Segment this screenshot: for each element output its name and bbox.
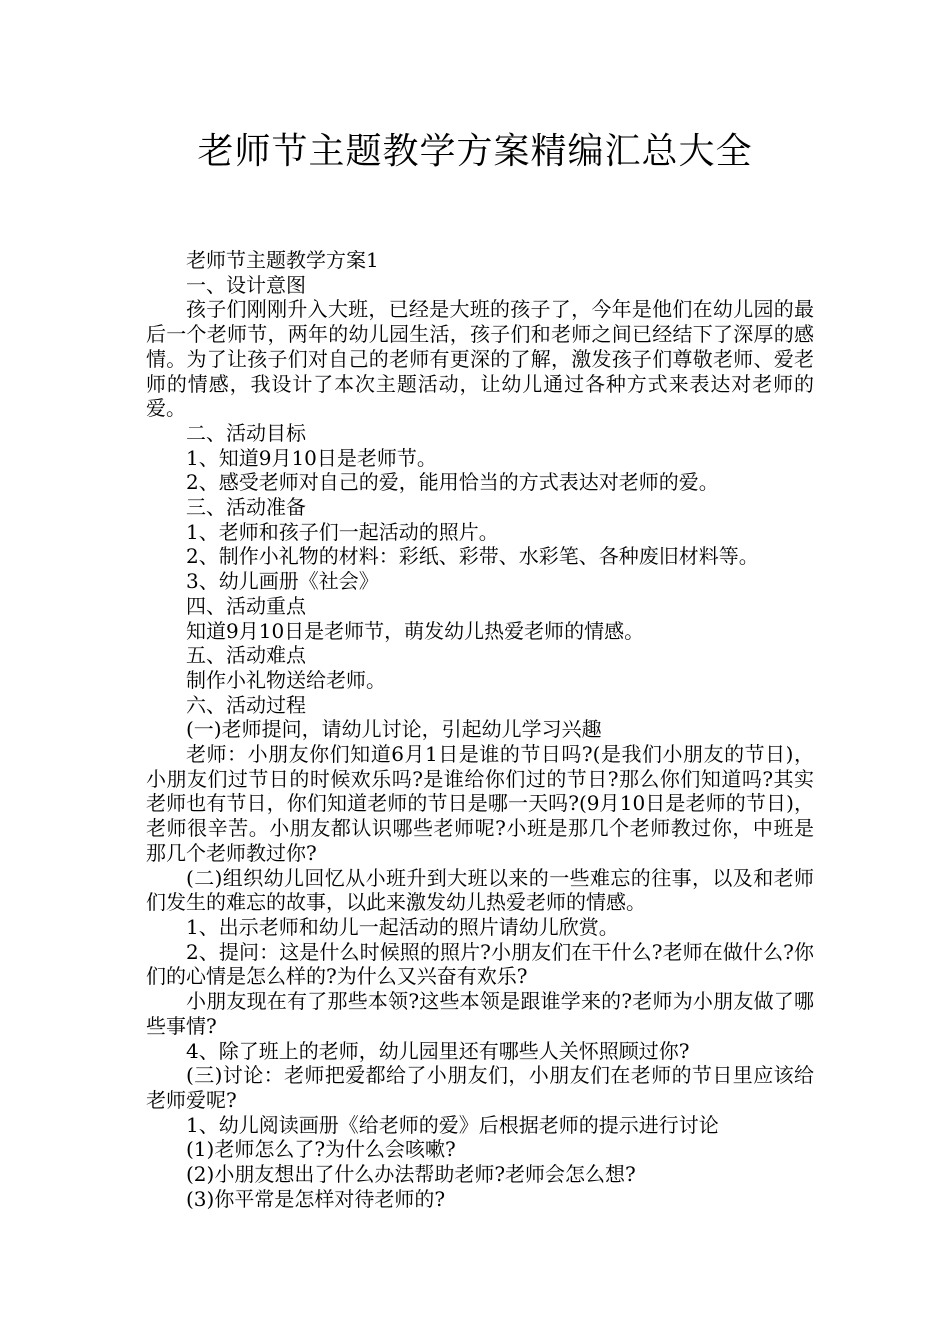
section-heading: 五、活动难点 xyxy=(186,643,306,668)
list-item: 2、提问：这是什么时候照的照片?小朋友们在干什么?老师在做什么?你们的心情是怎么样的?为什么又兴奋有欢乐? xyxy=(146,939,814,989)
section-heading: 三、活动准备 xyxy=(186,495,306,520)
list-item: 3、幼儿画册《社会》 xyxy=(186,569,379,594)
list-item: 2、感受老师对自己的爱，能用恰当的方式表达对老师的爱。 xyxy=(186,470,719,495)
paragraph: 小朋友现在有了那些本领?这些本领是跟谁学来的?老师为小朋友做了哪些事情? xyxy=(146,989,814,1038)
document-body xyxy=(146,248,814,1211)
document-title: 老师节主题教学方案精编汇总大全 xyxy=(197,131,753,172)
list-item: 1、幼儿阅读画册《给老师的爱》后根据老师的提示进行讨论 xyxy=(186,1112,719,1137)
sub-heading: (三)讨论：老师把爱都给了小朋友们，小朋友们在老师的节日里应该给老师爱呢? xyxy=(146,1063,814,1112)
section-heading: 老师节主题教学方案1 xyxy=(186,248,379,272)
list-item: 2、制作小礼物的材料：彩纸、彩带、水彩笔、各种废旧材料等。 xyxy=(186,544,759,569)
list-item: (2)小朋友想出了什么办法帮助老师?老师会怎么想? xyxy=(186,1162,636,1187)
section-heading: 四、活动重点 xyxy=(186,593,306,618)
section-heading: 一、设计意图 xyxy=(186,272,306,297)
list-item: 1、知道9月10日是老师节。 xyxy=(186,445,437,470)
sub-heading: (一)老师提问，请幼儿讨论，引起幼儿学习兴趣 xyxy=(186,717,602,742)
paragraph: 孩子们刚刚升入大班，已经是大班的孩子了，今年是他们在幼儿园的最后一个老师节，两年的幼儿园生活，孩子们和老师之间已经结下了深厚的感情。为了让孩子们对自己的老师有更深的了解，激发孩子们尊敬老师、爱老师的情感，我设计了本次主题活动，让幼儿通过各种方式来表达对老师的爱。 xyxy=(146,297,814,421)
paragraph: 老师：小朋友你们知道6月1日是谁的节日吗?(是我们小朋友的节日)，小朋友们过节日的时候欢乐吗?是谁给你们过的节日?那么你们知道吗?其实老师也有节日，你们知道老师的节日是哪一天吗?(9月10日是老师的节日)，老师很辛苦。小朋友都认识哪些老师呢?小班是那几个老师教过你，中班是那几个老师教过你? xyxy=(146,742,814,865)
list-item: 1、出示老师和幼儿一起活动的照片请幼儿欣赏。 xyxy=(186,914,619,939)
sub-heading: (二)组织幼儿回忆从小班升到大班以来的一些难忘的往事，以及和老师们发生的难忘的故事，以此来激发幼儿热爱老师的情感。 xyxy=(146,865,814,915)
section-heading: 六、活动过程 xyxy=(186,692,306,717)
paragraph: 制作小礼物送给老师。 xyxy=(186,667,386,692)
section-heading: 二、活动目标 xyxy=(186,420,306,445)
list-item: 1、老师和孩子们一起活动的照片。 xyxy=(186,519,499,544)
paragraph: 知道9月10日是老师节，萌发幼儿热爱老师的情感。 xyxy=(186,618,645,643)
list-item: 4、除了班上的老师，幼儿园里还有哪些人关怀照顾过你? xyxy=(186,1038,690,1063)
list-item: (1)老师怎么了?为什么会咳嗽? xyxy=(186,1137,456,1162)
list-item: (3)你平常是怎样对待老师的? xyxy=(186,1186,446,1211)
